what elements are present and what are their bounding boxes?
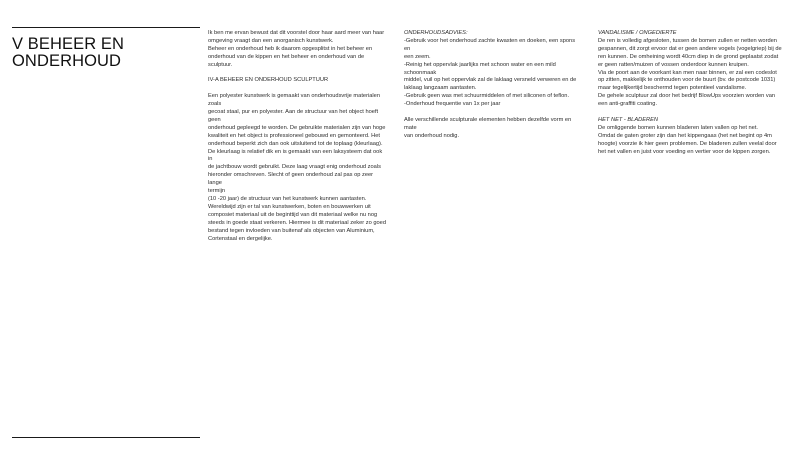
text-line: Omdat de gaten groter zijn dan het kippengaas (het net begint op 4m xyxy=(598,132,772,139)
top-rule xyxy=(12,27,200,28)
text-line: de jachtbouw wordt gebruikt. Deze laag vraagt enig onderhoud zoals xyxy=(208,164,381,171)
column-vandalism-net xyxy=(598,30,788,156)
text-line: hoogte) voorzie ik hier geen problemen. De bladeren zullen veelal door xyxy=(598,140,777,147)
text-line: Een polyester kunstwerk is gemaakt van onderhoudsvrije materialen zoals xyxy=(208,93,380,108)
text-line: maar tegelijkertijd beschermd tegen potentieel vandalisme. xyxy=(598,85,747,92)
text-line: Alle verschillende sculpturale elementen hebben dezelfde vorm en mate xyxy=(404,116,572,131)
column-maintenance-advice xyxy=(404,30,582,141)
text-line: Ik ben me ervan bewust dat dit voorstel door haar aard meer van haar xyxy=(208,30,385,36)
intro-paragraph xyxy=(208,30,386,70)
list-item: -Gebruik voor het onderhoud zachte kwasten en doeken, een spons en xyxy=(404,37,576,52)
text-line: op zitten, makkelijk te onthouden voor de buurt (bv. de postcode 1031) xyxy=(598,77,776,84)
column-sculpture-maintenance xyxy=(208,30,386,243)
text-line: De ren is volledig afgesloten, tussen de bomen zullen er netten worden xyxy=(598,37,777,44)
text-line: gespannen, dit zorgt ervoor dat er geen andere vogels (vogelgriep) bij de xyxy=(598,45,782,52)
text-line: onderhoud van de kippen en het beheer en onderhoud van de sculptuur. xyxy=(208,53,365,68)
sculpture-body xyxy=(208,93,386,243)
text-line: De gehele sculptuur zal door het bedrijf BlowUps voorzien worden van xyxy=(598,93,776,100)
list-item: een zeem. xyxy=(404,53,431,60)
text-line: van onderhoud nodig. xyxy=(404,132,460,139)
text-line: een anti-graffiti coating. xyxy=(598,101,658,108)
list-item: laklaag langzaam aantasten. xyxy=(404,85,477,92)
net-leaves-text xyxy=(598,125,788,157)
list-item: -Reinig het oppervlak jaarlijks met schoon water en een mild schoonmaak xyxy=(404,61,556,76)
section-heading: VANDALISME / ONGEDIERTE xyxy=(598,30,677,36)
list-item: -Gebruik geen was met schuurmiddelen of met siliconen of teflon. xyxy=(404,93,570,100)
text-line: Wereldwijd zijn er tal van kunstwerken, boten en bouwwerken uit xyxy=(208,203,371,210)
text-line: termijn xyxy=(208,188,226,195)
text-line: Cortenstaal en dergelijke. xyxy=(208,235,273,242)
section-heading: HET NET - BLADEREN xyxy=(598,116,659,123)
text-line: steeds in goede staat verkeren. Hiermee is dit materiaal zeker zo goed xyxy=(208,219,386,226)
text-line: omgeving vraagt dan een anorganisch kunstwerk. xyxy=(208,37,334,44)
text-line: ren kunnen. De omheining wordt 40cm diep in de grond geplaatst zodat xyxy=(598,53,779,60)
text-line: Beheer en onderhoud heb ik daarom opgesplitst in het beheer en xyxy=(208,45,373,52)
list-item: middel, vuil op het oppervlak zal de laklaag versneld verweren en de xyxy=(404,77,577,84)
text-line: composiet materiaal uit de beginttijd van dit materiaal welke nu nog xyxy=(208,211,378,218)
text-line: gecoat staal, pur en polyester. Aan de structuur van het object hoeft geen xyxy=(208,109,379,123)
section-heading: ONDERHOUDSADVIES: xyxy=(404,30,468,36)
text-line: kwaliteit en het object is professioneel gebouwd en gemonteerd. Het xyxy=(208,132,380,139)
text-line: onderhoud beperkt zich dan ook uitsluitend tot de toplaag (kleurlaag). xyxy=(208,140,383,147)
text-line: er geen ratten/muizen of vossen onderdoor kunnen kruipen. xyxy=(598,61,749,68)
text-line: onderhoud gepleegd te worden. De gebruikte materialen zijn van hoge xyxy=(208,124,386,131)
page-title: V BEHEER EN ONDERHOUD xyxy=(12,35,125,70)
list-item: -Onderhoud frequentie van 1x per jaar xyxy=(404,101,501,108)
text-line: het net vallen en juist voor voeding en vertier voor de kippen zorgen. xyxy=(598,148,771,155)
text-line: Via de poort aan de voorkant kan men naar binnen, er zal een codeslot xyxy=(598,69,777,76)
text-line: De omliggende bomen kunnen bladeren laten vallen op het net. xyxy=(598,124,758,131)
text-line: (10 -20 jaar) de structuur van het kunstwerk kunnen aantasten. xyxy=(208,196,367,202)
text-line: bestand tegen invloeden van buitenaf als objecten van Aluminium, xyxy=(208,227,375,234)
text-line: hieronder omschreven. Slecht of geen onderhoud zal pas op zeer lange xyxy=(208,172,374,187)
advice-list xyxy=(404,38,582,109)
text-line: De kleurlaag is relatief dik en is gemaakt van een laksysteem dat ook in xyxy=(208,148,383,163)
section-heading: IV-A BEHEER EN ONDERHOUD SCULPTUUR xyxy=(208,77,329,84)
bottom-rule xyxy=(12,437,200,438)
closing-paragraph xyxy=(404,117,582,141)
vandalism-text xyxy=(598,38,788,109)
